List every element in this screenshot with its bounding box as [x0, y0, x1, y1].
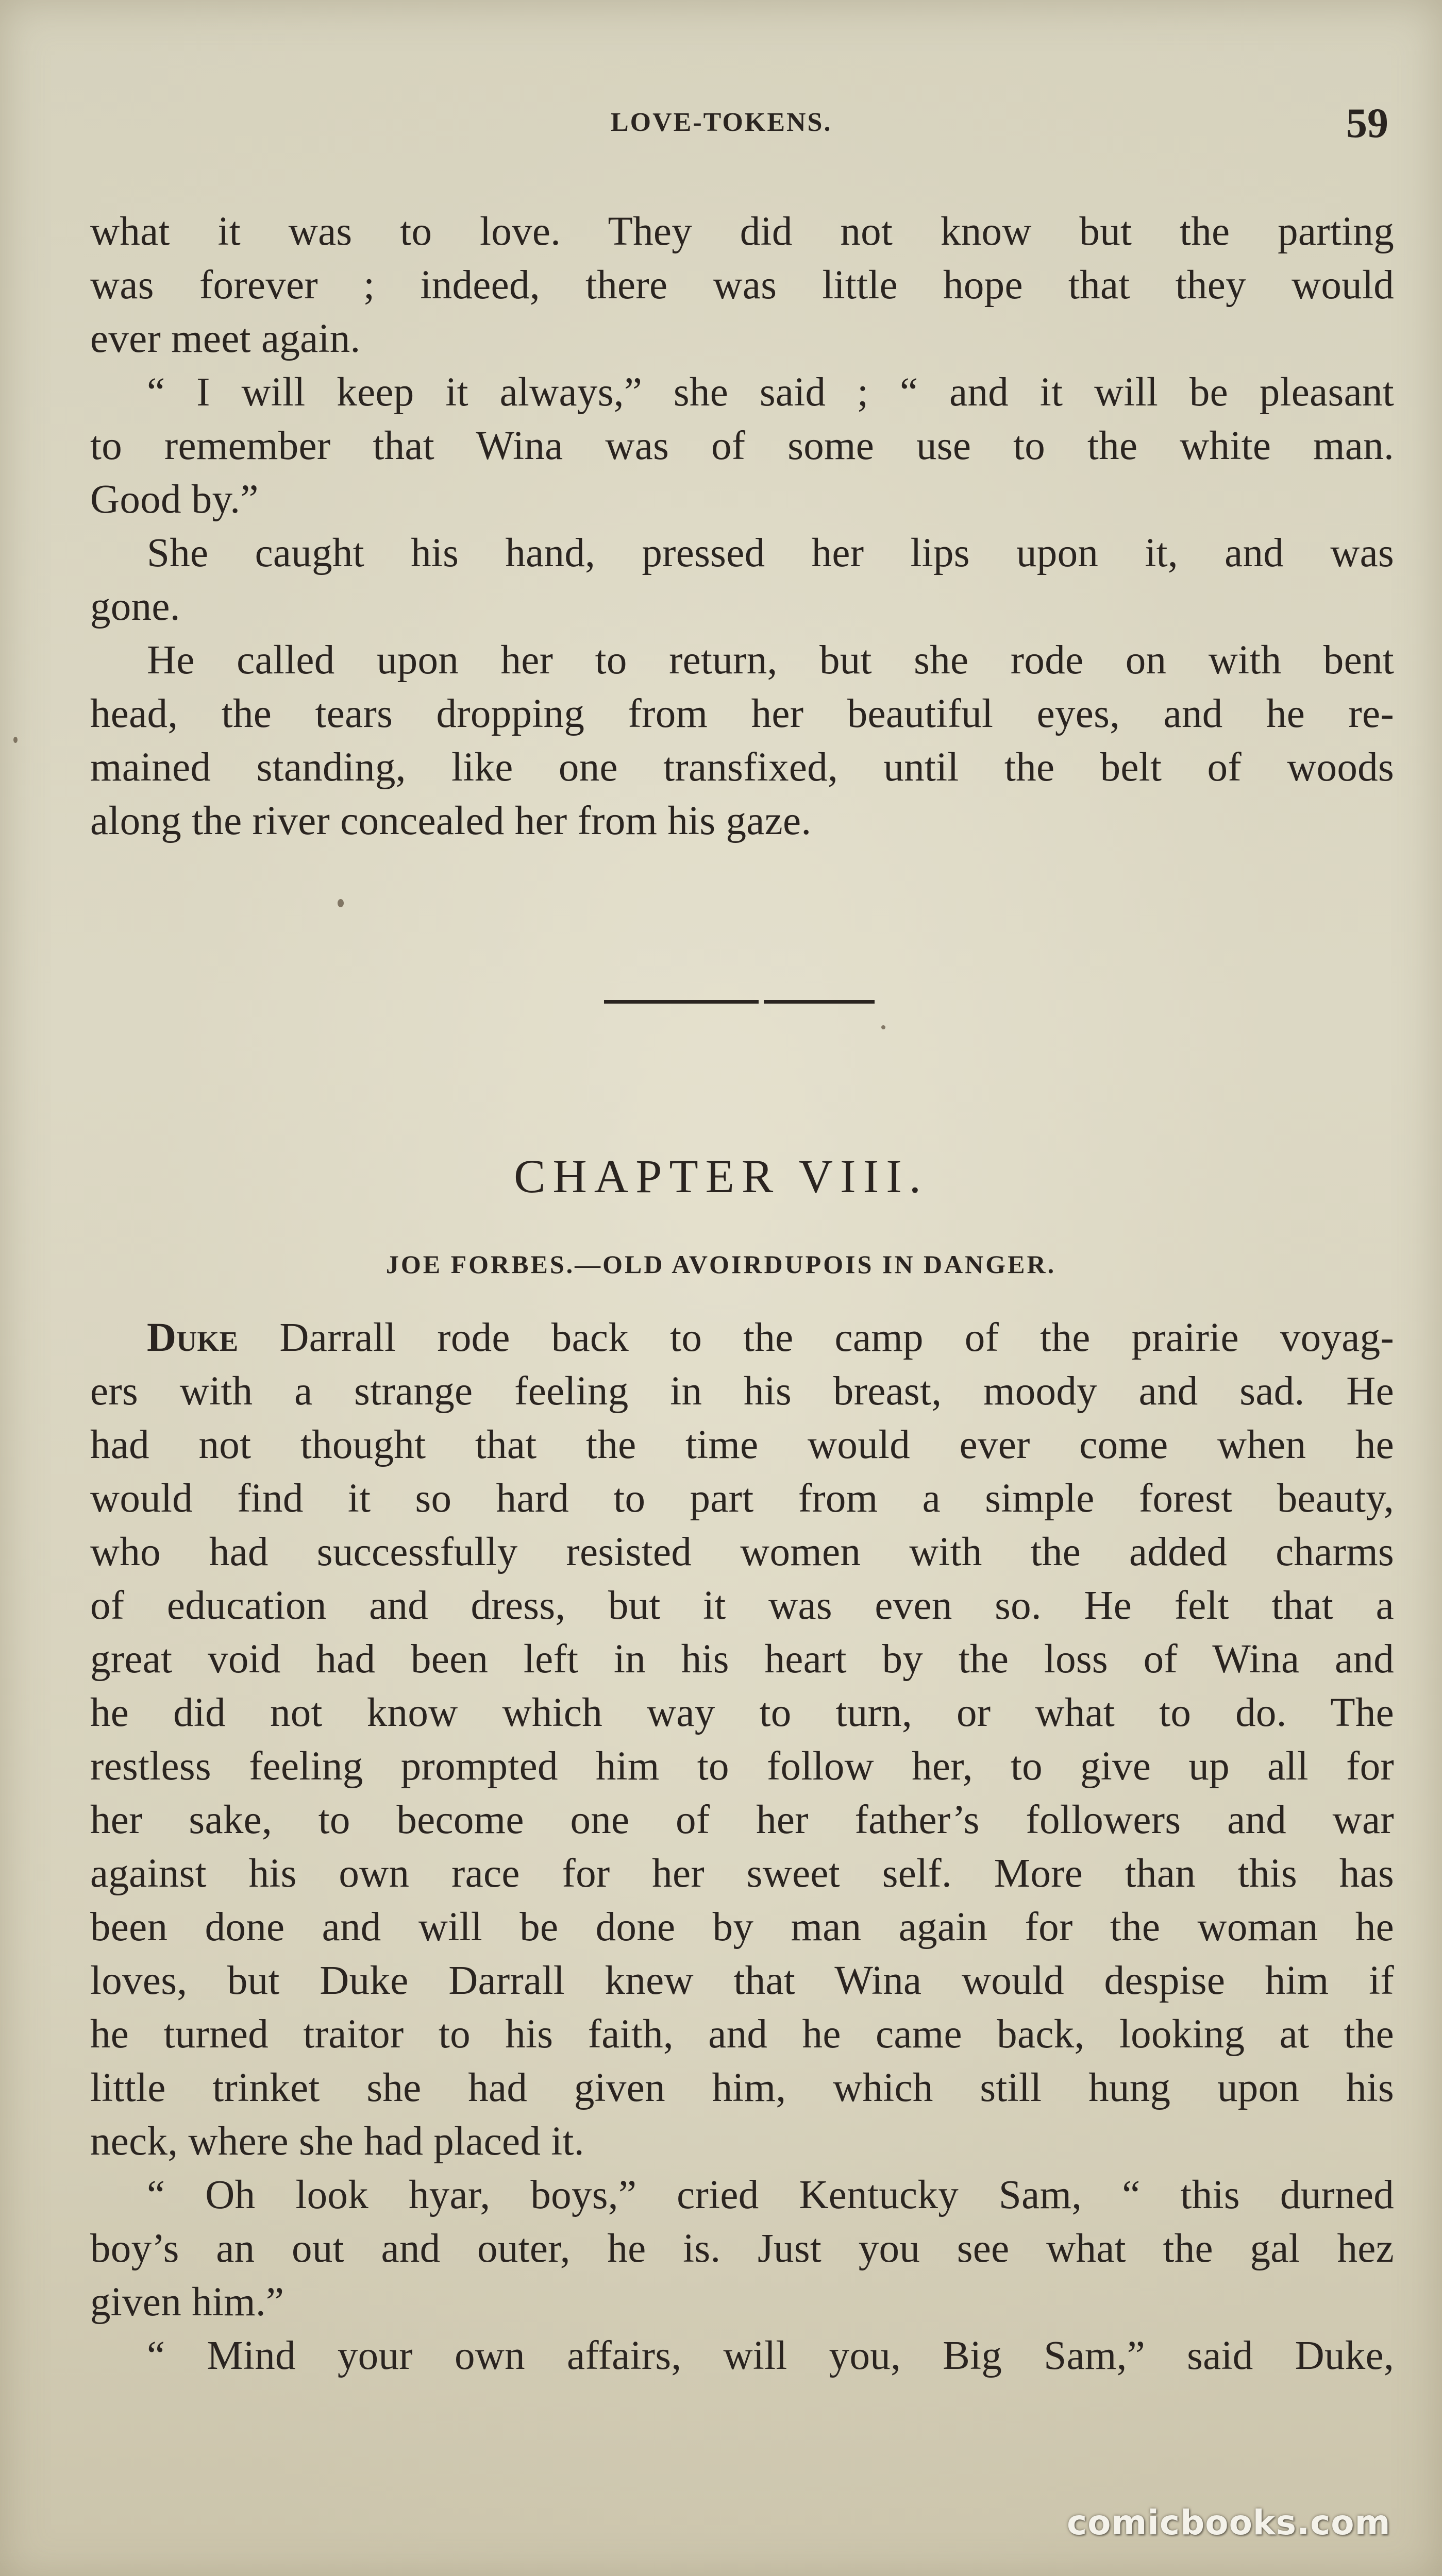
text-line: She caught his hand, pressed her lips upon it, and was	[147, 531, 1394, 575]
running-title: LOVE-TOKENS.	[611, 108, 832, 137]
paper-speck	[13, 737, 18, 743]
text-line: was forever ; indeed, there was little hope that they would	[90, 263, 1394, 308]
text-line: to remember that Wina was of some use to the white man.	[90, 423, 1394, 468]
text-line: gone.	[90, 584, 180, 629]
separator-rule	[764, 1000, 875, 1004]
text-line: head, the tears dropping from her beautiful eyes, and he re-	[90, 691, 1394, 736]
drop-word: Duke	[147, 1315, 239, 1360]
paper-speck	[338, 899, 344, 907]
text-line: “ Oh look hyar, boys,” cried Kentucky Sam, “ this durned	[147, 2173, 1394, 2217]
text-line	[90, 1311, 1394, 1365]
text-line: ers with a strange feeling in his breast, moody and sad. He	[90, 1369, 1394, 1414]
text-line: of education and dress, but it was even so. He felt that a	[90, 1583, 1394, 1628]
text-line: ever meet again.	[90, 316, 361, 361]
text-line: he did not know which way to turn, or what to do. The	[90, 1690, 1394, 1735]
paragraph-block-top	[90, 205, 1394, 848]
text-line: boy’s an out and outer, he is. Just you see what the gal hez	[90, 2226, 1394, 2271]
text-line: he turned traitor to his faith, and he came back, looking at the	[90, 2012, 1394, 2057]
text-line: given him.”	[90, 2280, 284, 2325]
text-line: loves, but Duke Darrall knew that Wina would despise him if	[90, 1958, 1394, 2003]
text-line: her sake, to become one of her father’s followers and war	[90, 1798, 1394, 1842]
text-line: Good by.”	[90, 477, 259, 522]
text-line: mained standing, like one transfixed, until the belt of woods	[90, 745, 1394, 790]
text-line: would find it so hard to part from a simple forest beauty,	[90, 1476, 1394, 1521]
page-number: 59	[1346, 99, 1388, 146]
text-line-rest: Darrall rode back to the camp of the prairie voyag-	[238, 1315, 1394, 1360]
text-line: what it was to love. They did not know but the parting	[90, 209, 1394, 254]
separator-rule	[604, 1000, 759, 1004]
chapter-heading: CHAPTER VIII.	[514, 1150, 928, 1202]
text-line: restless feeling prompted him to follow her, to give up all for	[90, 1744, 1394, 1789]
text-line: along the river concealed her from his gaze.	[90, 799, 812, 843]
text-line: who had successfully resisted women with the added charms	[90, 1530, 1394, 1574]
text-line: “ Mind your own affairs, will you, Big Sam,” said Duke,	[147, 2333, 1394, 2378]
text-line: “ I will keep it always,” she said ; “ and it will be pleasant	[147, 370, 1394, 415]
section-separator	[604, 1000, 875, 1004]
paper-speck	[881, 1025, 885, 1029]
text-line: great void had been left in his heart by the loss of Wina and	[90, 1637, 1394, 1682]
text-line: against his own race for her sweet self. More than this has	[90, 1851, 1394, 1896]
text-line: little trinket she had given him, which still hung upon his	[90, 2065, 1394, 2110]
text-line: neck, where she had placed it.	[90, 2119, 584, 2164]
text-line: had not thought that the time would ever come when he	[90, 1422, 1394, 1467]
text-line: been done and will be done by man again for the woman he	[90, 1905, 1394, 1950]
chapter-subtitle: JOE FORBES.—OLD AVOIRDUPOIS IN DANGER.	[385, 1250, 1057, 1279]
text-line: He called upon her to return, but she rode on with bent	[147, 638, 1394, 683]
running-head	[0, 99, 1442, 149]
paragraph-block-chapter	[90, 1311, 1394, 2383]
watermark: comicbooks.com	[1067, 2503, 1391, 2543]
